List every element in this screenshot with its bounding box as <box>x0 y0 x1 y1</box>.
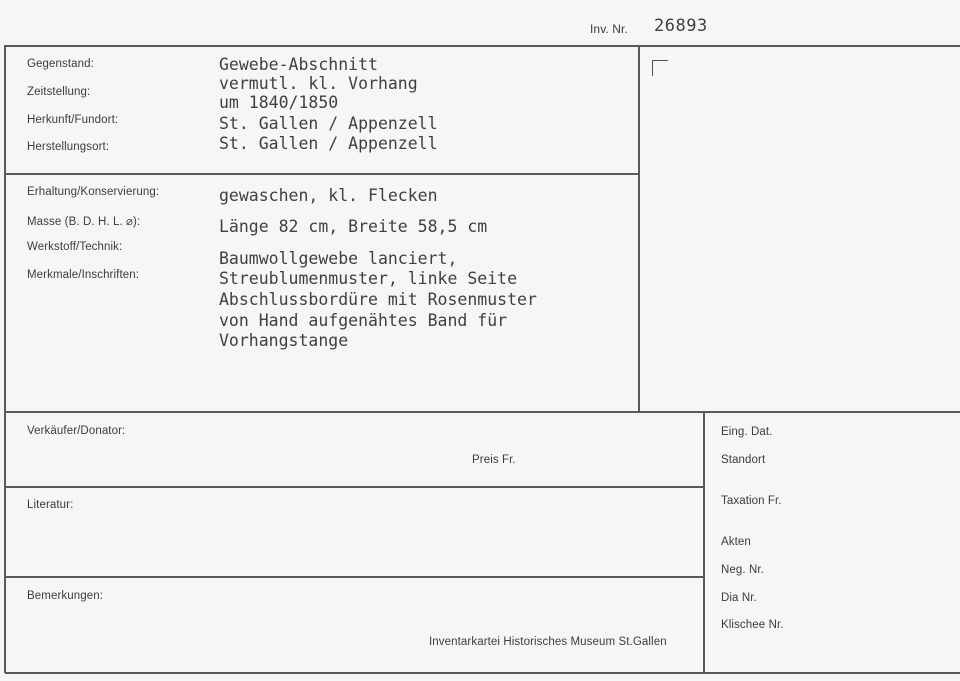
value-erhaltung: gewaschen, kl. Flecken <box>219 186 438 205</box>
label-merkmale: Merkmale/Inschriften: <box>27 269 140 281</box>
label-zeitstellung: Zeitstellung: <box>27 86 91 98</box>
footer-institution: Inventarkartei Historisches Museum St.Gallen <box>429 636 667 648</box>
label-bemerkungen: Bemerkungen: <box>27 590 103 602</box>
label-akten: Akten <box>721 536 751 548</box>
inv-number-value: 26893 <box>654 16 708 36</box>
value-werkstoff-line-1: Baumwollgewebe lanciert, <box>219 249 458 268</box>
divider-vertical-photo <box>638 45 640 412</box>
divider-verkaeufer <box>5 486 703 488</box>
divider-top-section <box>5 173 639 175</box>
label-klischee-nr: Klischee Nr. <box>721 619 784 631</box>
value-herstellungsort: St. Gallen / Appenzell <box>219 134 438 153</box>
divider-bottom <box>5 672 960 674</box>
value-werkstoff-line-3: Abschlussbordüre mit Rosenmuster <box>219 290 537 309</box>
photo-corner-mark <box>652 60 668 76</box>
label-dia-nr: Dia Nr. <box>721 592 757 604</box>
label-verkaeufer: Verkäufer/Donator: <box>27 425 126 437</box>
label-standort: Standort <box>721 454 766 466</box>
value-werkstoff-line-4: von Hand aufgenähtes Band für <box>219 311 508 330</box>
label-herkunft: Herkunft/Fundort: <box>27 114 119 126</box>
label-werkstoff: Werkstoff/Technik: <box>27 241 123 253</box>
value-werkstoff-line-2: Streublumenmuster, linke Seite <box>219 269 518 288</box>
inv-number-label: Inv. Nr. <box>590 22 628 36</box>
label-herstellungsort: Herstellungsort: <box>27 141 110 153</box>
label-preis: Preis Fr. <box>472 454 516 466</box>
label-masse: Masse (B. D. H. L. ⌀): <box>27 216 141 228</box>
divider-header <box>5 45 960 47</box>
label-eing-dat: Eing. Dat. <box>721 426 773 438</box>
label-taxation: Taxation Fr. <box>721 495 782 507</box>
divider-literatur <box>5 576 703 578</box>
label-erhaltung: Erhaltung/Konservierung: <box>27 186 160 198</box>
divider-mid-section <box>5 411 960 413</box>
divider-vertical-right <box>703 411 705 673</box>
value-masse: Länge 82 cm, Breite 58,5 cm <box>219 217 488 236</box>
divider-left-edge <box>4 45 6 673</box>
label-gegenstand: Gegenstand: <box>27 58 94 70</box>
value-werkstoff-line-5: Vorhangstange <box>219 331 349 350</box>
value-zeitstellung: um 1840/1850 <box>219 93 339 112</box>
value-gegenstand-2: vermutl. kl. Vorhang <box>219 74 418 93</box>
label-neg-nr: Neg. Nr. <box>721 564 764 576</box>
label-literatur: Literatur: <box>27 499 74 511</box>
value-gegenstand-1: Gewebe-Abschnitt <box>219 55 378 74</box>
value-herkunft: St. Gallen / Appenzell <box>219 114 438 133</box>
